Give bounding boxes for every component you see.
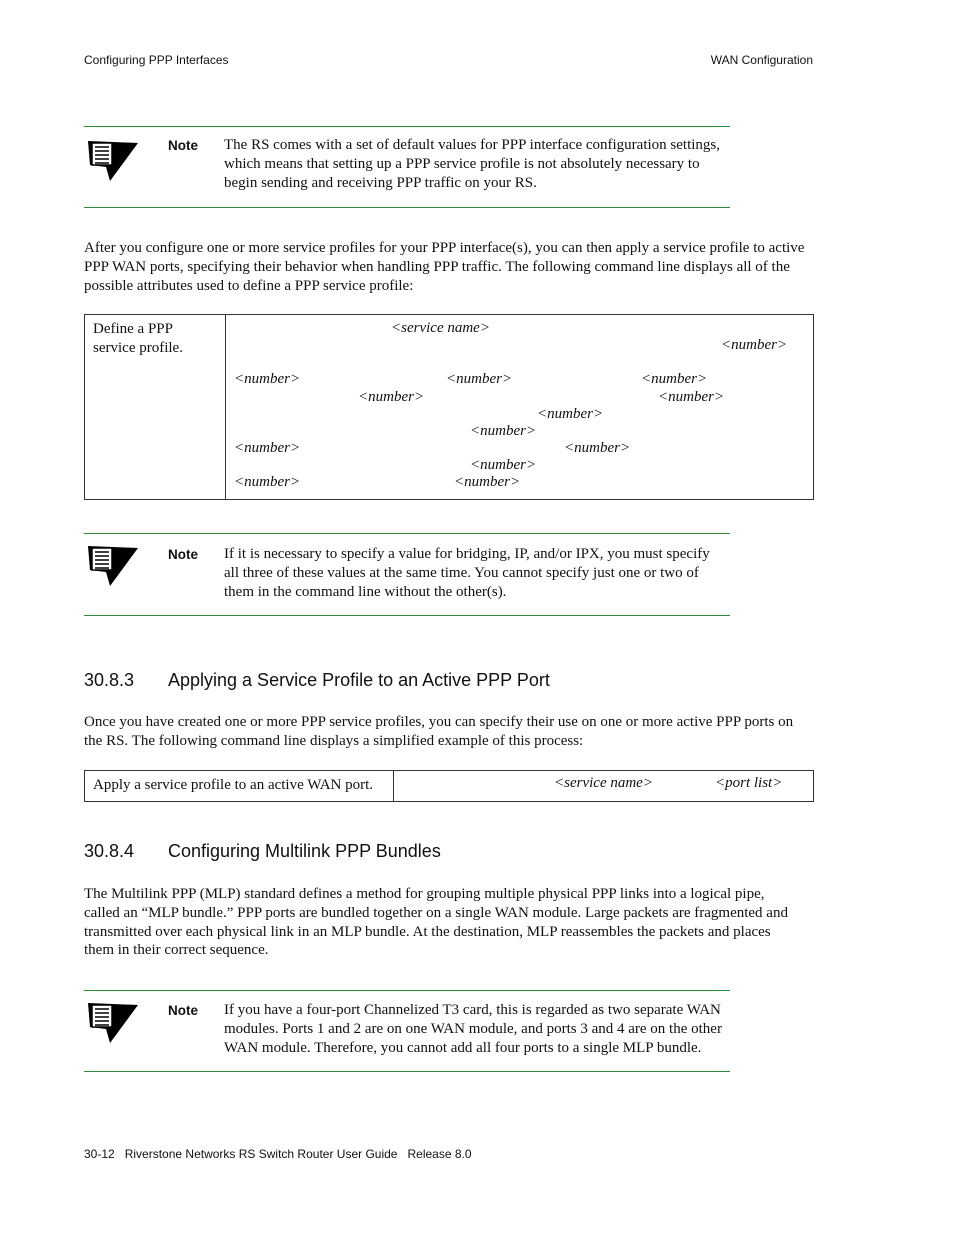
note-top-rule	[84, 533, 730, 534]
para-line: PPP WAN ports, specifying their behavior when handling PPP traffic. The following command line displays all of the	[84, 258, 790, 275]
param-number: <number>	[358, 389, 425, 405]
param-number: <number>	[234, 474, 301, 490]
param-number: <number>	[564, 440, 631, 456]
note-text	[224, 545, 730, 602]
note-line: If you have a four-port Channelized T3 card, this is regarded as two separate WAN	[224, 1002, 721, 1018]
note-bottom-rule	[84, 1071, 730, 1072]
desc-line: service profile.	[93, 340, 183, 356]
param-number: <number>	[658, 389, 725, 405]
para-line: The Multilink PPP (MLP) standard defines a method for grouping multiple physical PPP links into a logical pipe,	[84, 886, 765, 902]
para-line: them in their correct sequence.	[84, 942, 269, 959]
note-top-rule	[84, 990, 730, 991]
para-line: After you configure one or more service profiles for your PPP interface(s), you can then apply a service profile to active	[84, 240, 805, 256]
note-bottom-rule	[84, 615, 730, 616]
para-line: Once you have created one or more PPP service profiles, you can specify their use on one or more active PPP ports on	[84, 714, 794, 730]
section-title: Configuring Multilink PPP Bundles	[168, 841, 441, 861]
command-description	[85, 315, 226, 499]
note-top-rule	[84, 126, 730, 127]
section-heading-30-8-4	[84, 841, 441, 862]
param-number: <number>	[234, 371, 301, 387]
note-icon	[86, 1001, 140, 1045]
param-number: <number>	[470, 457, 537, 473]
para-line: transmitted over each physical link in an MLP bundle. At the destination, MLP reassembles the packets and places	[84, 923, 771, 940]
mlp-paragraph	[84, 885, 814, 960]
note-bottom-rule	[84, 207, 730, 208]
param-number: <number>	[721, 337, 788, 353]
footer-title: Riverstone Networks RS Switch Router User Guide	[124, 1147, 398, 1161]
note-line: WAN module. Therefore, you cannot add all four ports to a single MLP bundle.	[224, 1040, 702, 1056]
note-icon	[86, 544, 140, 588]
running-header-right: WAN Configuration	[710, 53, 813, 67]
note-line: them in the command line without the other(s).	[224, 584, 507, 600]
param-number: <number>	[537, 406, 604, 422]
note-line: begin sending and receiving PPP traffic on your RS.	[224, 175, 537, 191]
param-service-name: <service name>	[554, 775, 653, 791]
para-line: called an “MLP bundle.” PPP ports are bundled together on a single WAN module. Large packets are fragmented and	[84, 904, 788, 921]
param-number: <number>	[446, 371, 513, 387]
note-label: Note	[168, 547, 198, 562]
note-label: Note	[168, 138, 198, 153]
param-number: <number>	[641, 371, 708, 387]
section-number: 30.8.4	[84, 841, 135, 861]
note-label: Note	[168, 1003, 198, 1018]
footer-release: Release 8.0	[407, 1147, 472, 1161]
intro-paragraph	[84, 239, 814, 295]
section-number: 30.8.3	[84, 670, 135, 690]
note-line: all three of these values at the same time. You cannot specify just one or two of	[224, 565, 699, 581]
note-text	[224, 136, 730, 193]
param-port-list: <port list>	[715, 775, 783, 791]
para-line: possible attributes used to define a PPP service profile:	[84, 277, 414, 294]
note-line: If it is necessary to specify a value for bridging, IP, and/or IPX, you must specify	[224, 546, 710, 562]
param-number: <number>	[470, 423, 537, 439]
param-number: <number>	[234, 440, 301, 456]
note-line: The RS comes with a set of default values for PPP interface configuration settings,	[224, 137, 720, 153]
section-title: Applying a Service Profile to an Active PPP Port	[168, 670, 550, 690]
page-footer	[84, 1147, 472, 1161]
note-text	[224, 1001, 730, 1058]
note-line: which means that setting up a PPP service profile is not absolutely necessary to	[224, 156, 700, 172]
command-table-apply-service	[84, 770, 814, 802]
apply-paragraph	[84, 713, 814, 751]
note-icon	[86, 139, 140, 183]
running-header-left: Configuring PPP Interfaces	[84, 53, 229, 67]
param-number: <number>	[454, 474, 521, 490]
desc-line: Define a PPP	[93, 321, 173, 337]
param-service-name: <service name>	[391, 320, 490, 336]
section-heading-30-8-3	[84, 670, 550, 691]
para-line: the RS. The following command line displays a simplified example of this process:	[84, 732, 584, 749]
command-description: Apply a service profile to an active WAN port.	[85, 771, 394, 801]
note-line: modules. Ports 1 and 2 are on one WAN module, and ports 3 and 4 are on the other	[224, 1021, 722, 1037]
command-table-ppp-service	[84, 314, 814, 500]
page-number: 30-12	[84, 1147, 115, 1161]
